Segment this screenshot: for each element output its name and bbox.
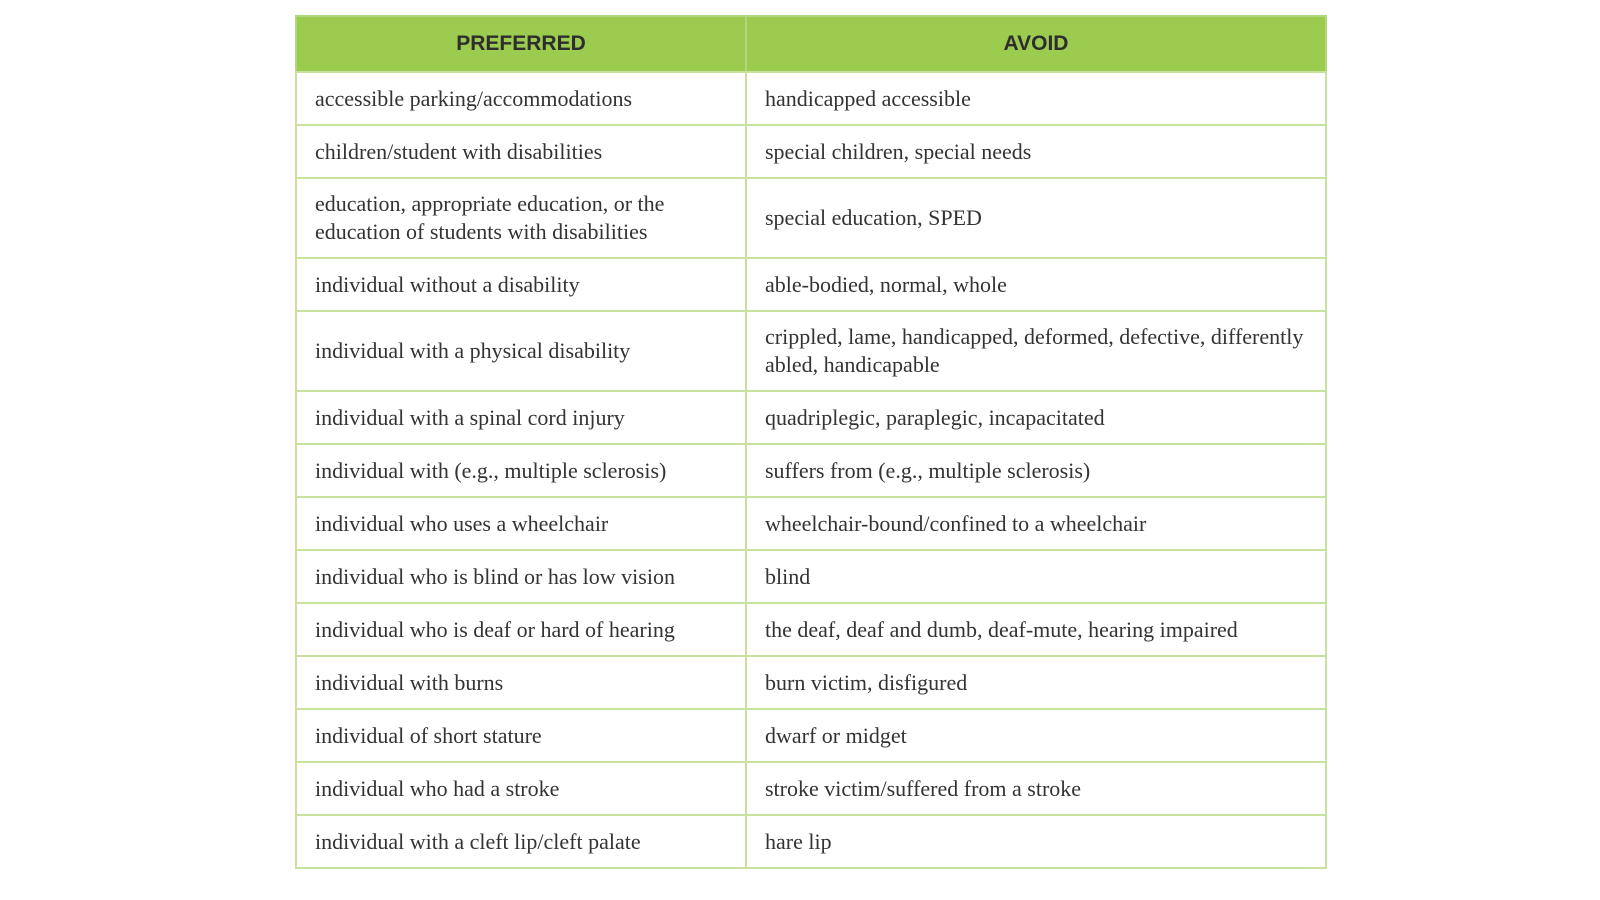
header-avoid: AVOID (746, 16, 1326, 72)
header-preferred: PREFERRED (296, 16, 746, 72)
table-row (296, 656, 1326, 709)
preferred-cell: individual who uses a wheelchair (296, 497, 746, 550)
preferred-cell: children/student with disabilities (296, 125, 746, 178)
preferred-cell: individual with a physical disability (296, 311, 746, 391)
table-row (296, 815, 1326, 868)
avoid-cell: special education, SPED (746, 178, 1326, 258)
avoid-cell: crippled, lame, handicapped, deformed, defective, differently abled, handicapable (746, 311, 1326, 391)
avoid-cell: stroke victim/suffered from a stroke (746, 762, 1326, 815)
preferred-cell: individual who is blind or has low vision (296, 550, 746, 603)
table-row (296, 125, 1326, 178)
avoid-cell: able-bodied, normal, whole (746, 258, 1326, 311)
table-row (296, 178, 1326, 258)
preferred-cell: individual who had a stroke (296, 762, 746, 815)
preferred-cell: individual with burns (296, 656, 746, 709)
table-row (296, 311, 1326, 391)
table-row (296, 762, 1326, 815)
header-row (296, 16, 1326, 72)
table-body (296, 72, 1326, 868)
avoid-cell: suffers from (e.g., multiple sclerosis) (746, 444, 1326, 497)
preferred-cell: accessible parking/accommodations (296, 72, 746, 125)
preferred-cell: individual with a cleft lip/cleft palate (296, 815, 746, 868)
avoid-cell: handicapped accessible (746, 72, 1326, 125)
avoid-cell: dwarf or midget (746, 709, 1326, 762)
table-header (296, 16, 1326, 72)
avoid-cell: burn victim, disfigured (746, 656, 1326, 709)
avoid-cell: blind (746, 550, 1326, 603)
table-row (296, 391, 1326, 444)
table-row (296, 72, 1326, 125)
table-row (296, 709, 1326, 762)
preferred-cell: individual with a spinal cord injury (296, 391, 746, 444)
table-row (296, 444, 1326, 497)
preferred-cell: education, appropriate education, or the education of students with disabilities (296, 178, 746, 258)
terminology-table (295, 15, 1327, 869)
avoid-cell: special children, special needs (746, 125, 1326, 178)
preferred-cell: individual of short stature (296, 709, 746, 762)
table-row (296, 603, 1326, 656)
avoid-cell: quadriplegic, paraplegic, incapacitated (746, 391, 1326, 444)
preferred-cell: individual with (e.g., multiple sclerosis) (296, 444, 746, 497)
avoid-cell: the deaf, deaf and dumb, deaf-mute, hearing impaired (746, 603, 1326, 656)
table-row (296, 497, 1326, 550)
table-row (296, 550, 1326, 603)
preferred-cell: individual without a disability (296, 258, 746, 311)
table-row (296, 258, 1326, 311)
avoid-cell: hare lip (746, 815, 1326, 868)
preferred-cell: individual who is deaf or hard of hearing (296, 603, 746, 656)
avoid-cell: wheelchair-bound/confined to a wheelchair (746, 497, 1326, 550)
